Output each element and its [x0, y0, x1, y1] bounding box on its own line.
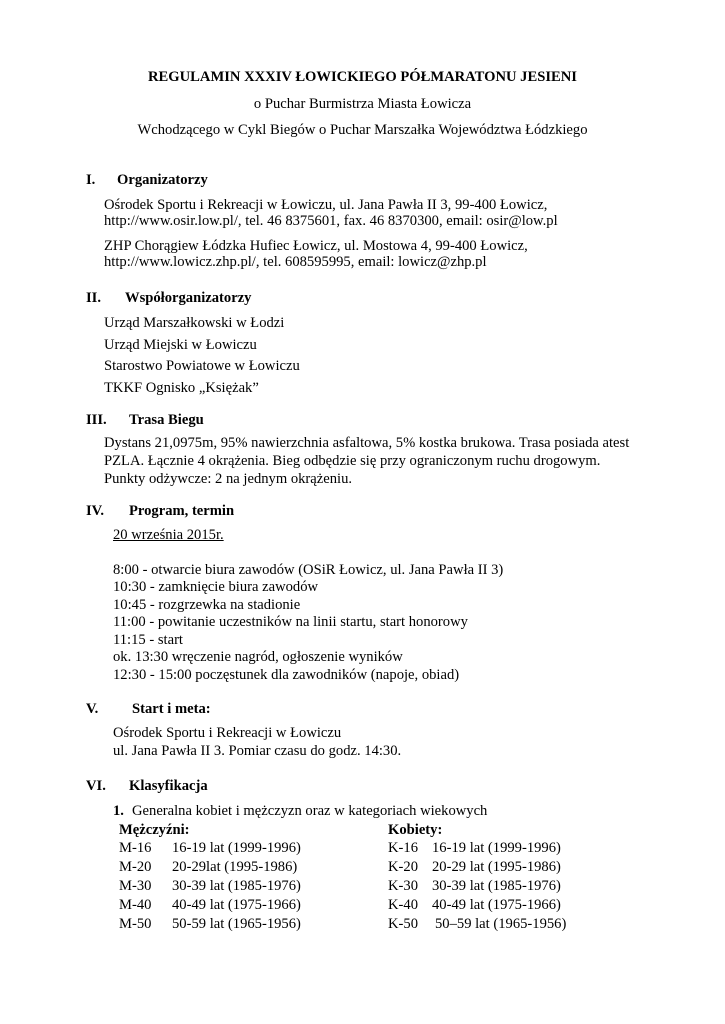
section-number: III.	[86, 412, 107, 428]
men-category-code: M-20	[119, 859, 152, 875]
men-category-code: M-50	[119, 916, 152, 932]
section-heading-organizers: Organizatorzy	[117, 172, 208, 188]
route-description-line: Dystans 21,0975m, 95% nawierzchnia asfaltowa, 5% kostka brukowa. Trasa posiada atest	[104, 435, 630, 451]
organizer-osir-address: Ośrodek Sportu i Rekreacji w Łowiczu, ul. Jana Pawła II 3, 99-400 Łowicz,	[104, 197, 548, 213]
route-description-line: Punkty odżywcze: 2 na jednym okrążeniu.	[104, 471, 353, 487]
women-category-desc: 20-29 lat (1995-1986)	[432, 859, 561, 875]
co-organizer-item: TKKF Ognisko „Księżak”	[104, 380, 259, 396]
women-category-code: K-20	[388, 859, 418, 875]
women-category-desc: 30-39 lat (1985-1976)	[432, 878, 561, 894]
organizer-osir-contact: http://www.osir.low.pl/, tel. 46 8375601, fax. 46 8370300, email: osir@low.pl	[104, 213, 558, 229]
women-category-code: K-40	[388, 897, 418, 913]
document-subtitle: o Puchar Burmistrza Miasta Łowicza	[253, 96, 472, 112]
men-category-desc: 40-49 lat (1975-1966)	[172, 897, 301, 913]
program-item: 8:00 - otwarcie biura zawodów (OSiR Łowicz, ul. Jana Pawła II 3)	[113, 562, 504, 578]
women-category-code: K-50	[388, 916, 418, 932]
women-category-desc: 40-49 lat (1975-1966)	[432, 897, 561, 913]
section-number: V.	[86, 701, 99, 717]
document-subtitle-2: Wchodzącego w Cykl Biegów o Puchar Marszałka Województwa Łódzkiego	[137, 122, 588, 138]
men-category-desc: 50-59 lat (1965-1956)	[172, 916, 301, 932]
organizer-zhp-address: ZHP Chorągiew Łódzka Hufiec Łowicz, ul. Mostowa 4, 99-400 Łowicz,	[104, 238, 528, 254]
women-category-code: K-16	[388, 840, 418, 856]
program-item: 11:15 - start	[113, 632, 183, 648]
section-number: VI.	[86, 778, 106, 794]
event-date: 20 września 2015r.	[113, 527, 224, 543]
program-item: ok. 13:30 wręczenie nagród, ogłoszenie wyników	[113, 649, 403, 665]
women-category-code: K-30	[388, 878, 418, 894]
co-organizer-item: Urząd Marszałkowski w Łodzi	[104, 315, 285, 331]
start-finish-location: Ośrodek Sportu i Rekreacji w Łowiczu	[113, 725, 342, 741]
program-item: 12:30 - 15:00 poczęstunek dla zawodników (napoje, obiad)	[113, 667, 460, 683]
women-category-desc: 50–59 lat (1965-1956)	[435, 916, 567, 932]
section-heading-classification: Klasyfikacja	[129, 778, 208, 794]
program-item: 10:30 - zamknięcie biura zawodów	[113, 579, 319, 595]
men-category-code: M-40	[119, 897, 152, 913]
program-item: 11:00 - powitanie uczestników na linii startu, start honorowy	[113, 614, 468, 630]
men-category-desc: 20-29lat (1995-1986)	[172, 859, 298, 875]
start-finish-address: ul. Jana Pawła II 3. Pomiar czasu do godz. 14:30.	[113, 743, 402, 759]
document-title: REGULAMIN XXXIV ŁOWICKIEGO PÓŁMARATONU JESIENI	[148, 69, 577, 85]
route-description-line: PZLA. Łącznie 4 okrążenia. Bieg odbędzie się przy ograniczonym ruchu drogowym.	[104, 453, 601, 469]
men-category-desc: 30-39 lat (1985-1976)	[172, 878, 301, 894]
section-heading-program: Program, termin	[129, 503, 235, 519]
women-category-desc: 16-19 lat (1999-1996)	[432, 840, 561, 856]
section-heading-start-finish: Start i meta:	[132, 701, 211, 717]
list-number: 1.	[113, 803, 124, 819]
section-number: I.	[86, 172, 96, 188]
men-header: Mężczyźni:	[119, 822, 190, 838]
classification-item: Generalna kobiet i mężczyzn oraz w kategoriach wiekowych	[132, 803, 488, 819]
men-category-code: M-16	[119, 840, 152, 856]
co-organizer-item: Urząd Miejski w Łowiczu	[104, 337, 257, 353]
section-heading-co-organizers: Współorganizatorzy	[125, 290, 252, 306]
program-item: 10:45 - rozgrzewka na stadionie	[113, 597, 301, 613]
co-organizer-item: Starostwo Powiatowe w Łowiczu	[104, 358, 300, 374]
women-header: Kobiety:	[388, 822, 443, 838]
section-number: II.	[86, 290, 102, 306]
section-heading-route: Trasa Biegu	[129, 412, 204, 428]
men-category-desc: 16-19 lat (1999-1996)	[172, 840, 301, 856]
organizer-zhp-contact: http://www.lowicz.zhp.pl/, tel. 608595995, email: lowicz@zhp.pl	[104, 254, 487, 270]
section-number: IV.	[86, 503, 104, 519]
men-category-code: M-30	[119, 878, 152, 894]
